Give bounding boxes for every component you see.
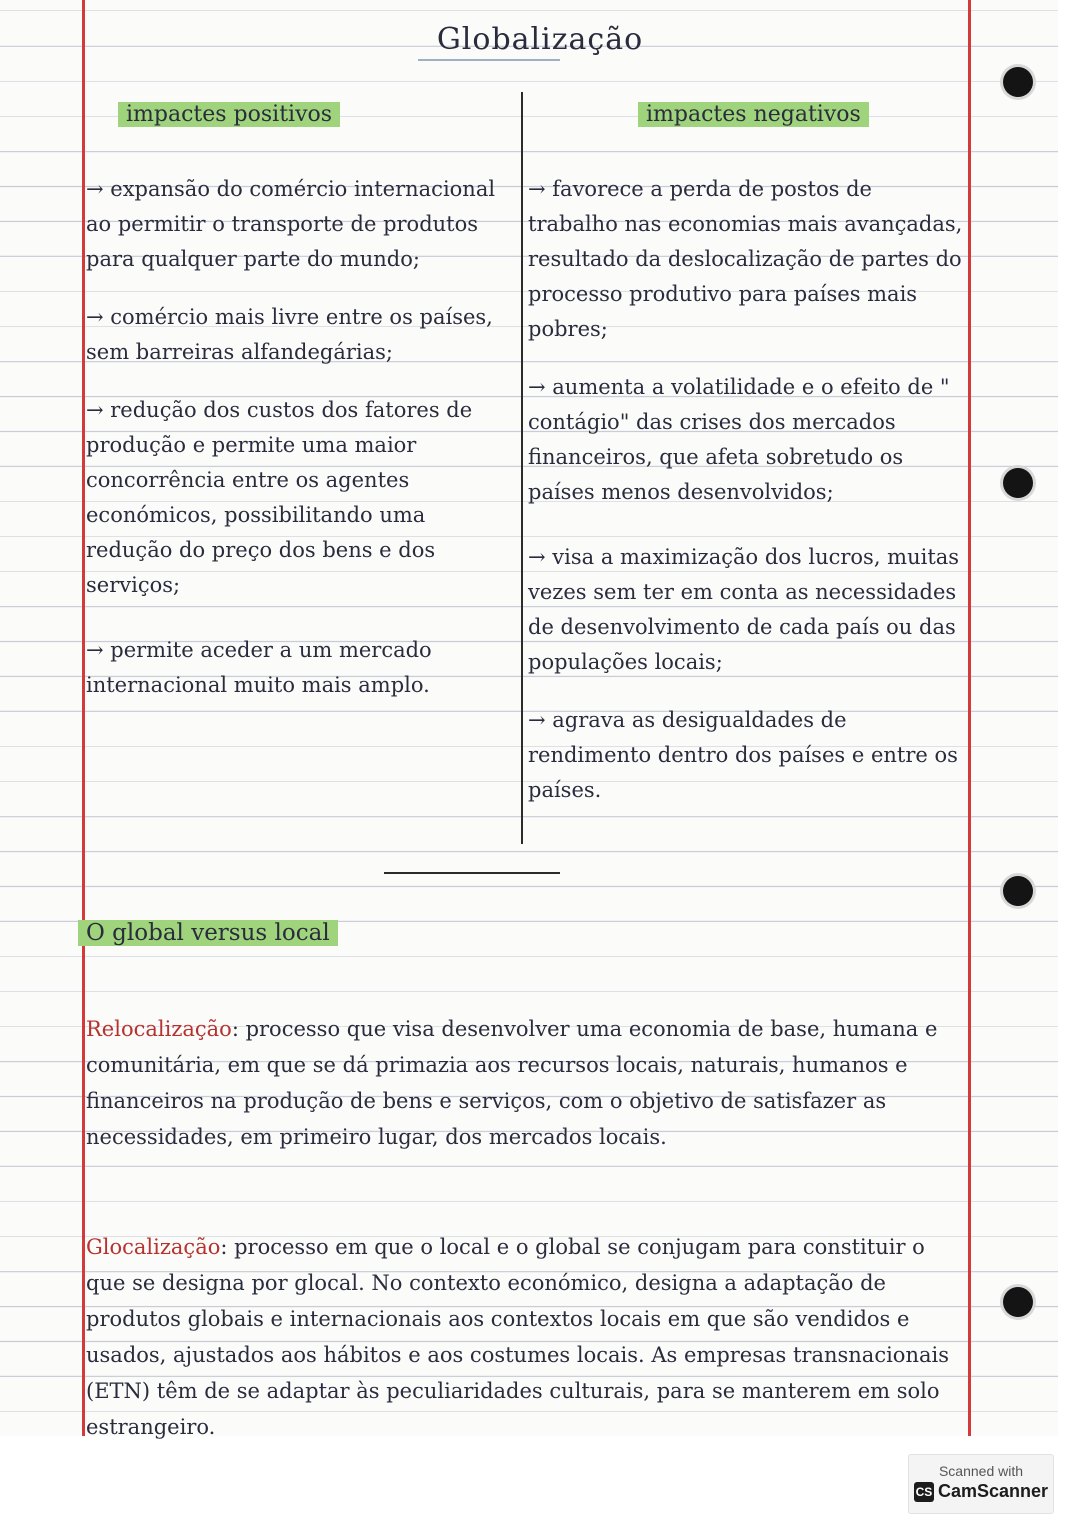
- column-divider: [521, 92, 523, 844]
- relocalizacao-term: Relocalização: [86, 1017, 232, 1041]
- positive-impacts-list: [86, 172, 518, 703]
- title-underline: [418, 59, 560, 61]
- relocalizacao-text: : processo que visa desenvolver uma economia de base, humana e comunitária, em que se dá primazia aos recursos locais, naturais, humanos e financeiros na produção de bens e serviços, com o objetivo de satisfazer as necessidades, em primeiro lugar, dos mercados locais.: [86, 1017, 938, 1149]
- relocalizacao-paragraph: [86, 1011, 964, 1155]
- glocalizacao-paragraph: [86, 1229, 964, 1445]
- positive-heading-text: impactes positivos: [118, 102, 340, 127]
- list-item: → visa a maximização dos lucros, muitas vezes sem ter em conta as necessidades de desenvolvimento de cada país ou das populações locais;: [528, 545, 960, 674]
- section-divider: [384, 872, 560, 874]
- negative-heading: [638, 102, 869, 127]
- punch-hole-icon: [1003, 876, 1033, 906]
- list-item: → comércio mais livre entre os países, sem barreiras alfandegárias;: [86, 305, 493, 364]
- section-heading: [78, 920, 338, 946]
- watermark-line2-wrap: [909, 1481, 1053, 1502]
- camscanner-logo-icon: CS: [914, 1482, 934, 1502]
- list-item: → aumenta a volatilidade e o efeito de " contágio" das crises dos mercados financeiros, que afeta sobretudo os países menos desenvolvidos;: [528, 375, 950, 504]
- list-item: → redução dos custos dos fatores de produção e permite uma maior concorrência entre os agentes económicos, possibilitando uma redução do preço dos bens e dos serviços;: [86, 398, 473, 597]
- glocalizacao-term: Glocalização: [86, 1235, 221, 1259]
- punch-hole-icon: [1003, 67, 1033, 97]
- watermark-line1: Scanned with: [938, 1463, 1024, 1479]
- watermark-line2: CamScanner: [937, 1481, 1049, 1501]
- right-margin-line: [968, 0, 971, 1436]
- page-title: Globalização: [436, 22, 644, 57]
- page-edge: [1058, 0, 1080, 1436]
- list-item: → permite aceder a um mercado internacional muito mais amplo.: [86, 638, 432, 697]
- list-item: → expansão do comércio internacional ao permitir o transporte de produtos para qualquer parte do mundo;: [86, 177, 496, 271]
- punch-hole-icon: [1003, 1287, 1033, 1317]
- list-item: → agrava as desigualdades de rendimento dentro dos países e entre os países.: [528, 708, 958, 802]
- list-item: → favorece a perda de postos de trabalho nas economias mais avançadas, resultado da deslocalização de partes do processo produtivo para países mais pobres;: [528, 177, 963, 341]
- section-heading-text: O global versus local: [78, 920, 338, 946]
- glocalizacao-text: : processo em que o local e o global se conjugam para constituir o que se designa por glocal. No contexto económico, designa a adaptação de produtos globais e internacionais aos contextos locais em que são vendidos e usados, ajustados aos hábitos e aos costumes locais. As empresas transnacionais (ETN) têm de se adaptar às peculiaridades culturais, para se manterem em solo estrangeiro.: [86, 1235, 949, 1439]
- punch-hole-icon: [1003, 468, 1033, 498]
- camscanner-watermark: [908, 1454, 1054, 1514]
- left-margin-line: [82, 0, 85, 1436]
- negative-heading-text: impactes negativos: [638, 102, 869, 127]
- negative-impacts-list: [528, 172, 966, 808]
- positive-heading: [118, 102, 340, 127]
